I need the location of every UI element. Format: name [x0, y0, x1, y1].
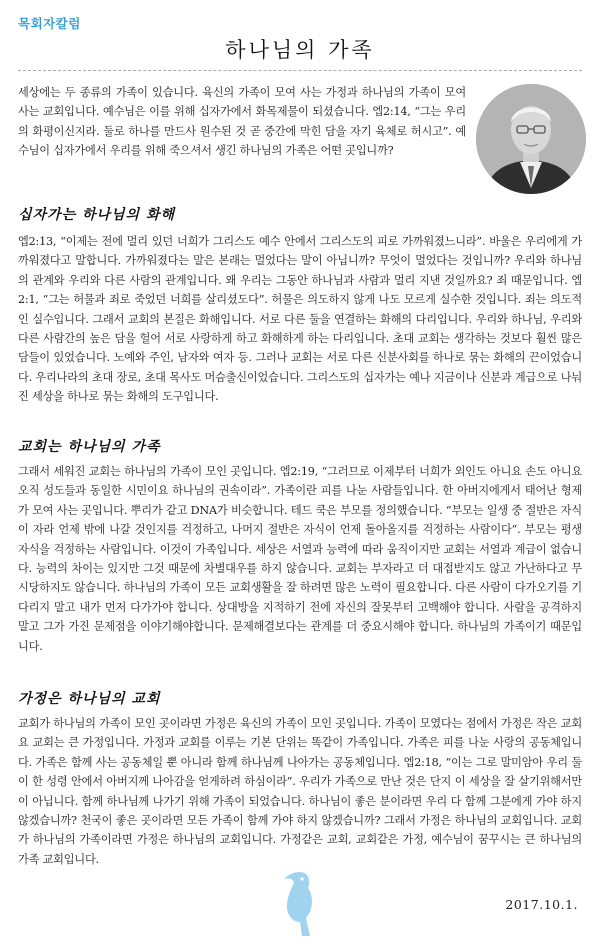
bird-icon: [280, 866, 316, 938]
title-divider: [18, 70, 582, 71]
page-title: 하나님의 가족: [225, 38, 375, 62]
section-body-church-family: 그래서 세워진 교회는 하나님의 가족이 모인 곳입니다. 엡2:19, “그러므로 이제부터 너희가 외인도 아니요 손도 아니요 오직 성도들과 동일한 시민이요 하나님의 권속이라”. 가족이란 피를 나눈 사람들입니다. 한 아버지에게서 태어난 형제가 모여 사는 곳입니다. 뿌리가 같고 DNA가 비슷합니다. 테드 쿡은 부모를 정의했습니다. “부모는 일생 중 절반은 자식이 자라 언제 밖에 나갈 것인지를 걱정하고, 나머지 절반은 자식이 언제 돌아올지를 걱정하는 사람이다”. 부모는 평생 자식을 걱정하는 사람입니다. 이것이 가족입니다. 세상은 서열과 능력에 따라 움직이지만 교회는 서열과 계급이 없습니다. 능력의 차이는 있지만 그것 때문에 차별대우를 하지 않습니다. 교회는 부자라고 더 대접받지도 않고 가난하다고 무시당하지도 않습니다. 하나님의 가족이 모든 교회생활을 잘 하려면 많은 노력이 필요합니다. 다른 사람이 다가오기를 기다리지 말고 내가 먼저 다가가야 합니다. 상대방을 지적하기 전에 자신의 잘못부터 고백해야 합니다. 사람을 공격하지 말고 그가 가진 문제점을 이야기해야합니다. 문제해결보다는 관계를 더 중요시해야 합니다. 하나님의 가족이기 때문입니다.: [18, 465, 582, 653]
pastor-portrait: [476, 84, 586, 194]
intro-paragraph: 세상에는 두 종류의 가족이 있습니다. 육신의 가족이 모여 사는 가정과 하나님의 가족이 모여 사는 교회입니다. 예수님은 이를 위해 십자가에서 화목제물이 되셨습니다. 엡2:14, “그는 우리의 화평이신지라. 둘로 하나를 만드사 원수된 것 곧 중간에 막힌 담을 자기 육체로 허시고”. 예수님이 십자가에서 우리를 위해 죽으셔서 생긴 하나님의 가족은 어떤 곳입니까?: [18, 86, 466, 158]
section-body-home-church: 교회가 하나님의 가족이 모인 곳이라면 가정은 육신의 가족이 모인 곳입니다. 가족이 모였다는 점에서 가정은 작은 교회요 교회는 큰 가정입니다. 가정과 교회를 이루는 기본 단위는 똑같이 가족입니다. 가족은 피를 나눈 사랑의 공동체입니다. 가족은 함께 사는 공동체일 뿐 아니라 함께 하나님께 나아가는 공동체입니다. 엡2:18, “이는 그로 말미암아 우리 둘이 한 성령 안에서 아버지께 나아감을 얻게하려 하심이라”. 우리가 가족으로 만난 것은 단지 이 세상을 잘 살기위해서만이 아닙니다. 함께 하나님께 나가기 위해 가족이 되었습니다. 하나님이 좋은 분이라면 우리 다 함께 그분에게 가야 하지 않겠습니까? 천국이 좋은 곳이라면 모든 가족이 함께 가야 하지 않겠습니까? 그래서 가정은 하나님의 교회입니다. 교회가 하나님의 가족이라면 가정은 하나님의 교회입니다. 가정같은 교회, 교회같은 가정, 예수님이 꿈꾸시는 큰 하나님의 가족 교회입니다.: [18, 717, 582, 866]
section-heading-church-family: 교회는 하나님의 가족: [18, 439, 161, 455]
section-body-reconciliation: 엡2:13, “이제는 전에 멀리 있던 너희가 그리스도 예수 안에서 그리스도의 피로 가까워졌느니라”. 바울은 우리에게 가까워졌다고 말합니다. 가까워졌다는 말은 본래는 멀었다는 말이 아닙니까? 무엇이 멀었다는 것입니까? 우리와 하나님의 관계와 우리와 다른 사람의 관계입니다. 왜 우리는 그동안 하나님과 사람과 멀리 지낸 것일까요? 죄 때문입니다. 엡2:1, “그는 허물과 죄로 죽었던 너희를 살리셨도다”. 허물은 의도하지 않게 나도 모르게 실수한 것입니다. 죄는 의도적인 실수입니다. 그래서 교회의 본질은 화해입니다. 서로 다른 둘을 연결하는 화해의 다리입니다. 우리와 하나님, 우리와 다른 사람간의 높은 담을 헐어 서로 사랑하게 하고 화해하게 하는 다리입니다. 초대 교회는 생각하는 것보다 훨씬 많은 담들이 있었습니다. 노예와 주인, 남자와 여자 등. 그러나 교회는 서로 다른 신분사회를 하나로 묶는 화해의 끈이었습니다. 우리나라의 초대 장로, 초대 목사도 머슴출신이었습니다. 그리스도의 십자가는 예나 지금이나 신분과 계급으로 나눠진 세상을 하나로 묶는 화해의 도구입니다.: [18, 235, 582, 404]
section-heading-home-church: 가정은 하나님의 교회: [18, 691, 161, 707]
column-label: 목회자칼럼: [18, 16, 81, 31]
date: 2017.10.1.: [505, 897, 578, 912]
section-heading-reconciliation: 십자가는 하나님의 화해: [18, 207, 175, 223]
